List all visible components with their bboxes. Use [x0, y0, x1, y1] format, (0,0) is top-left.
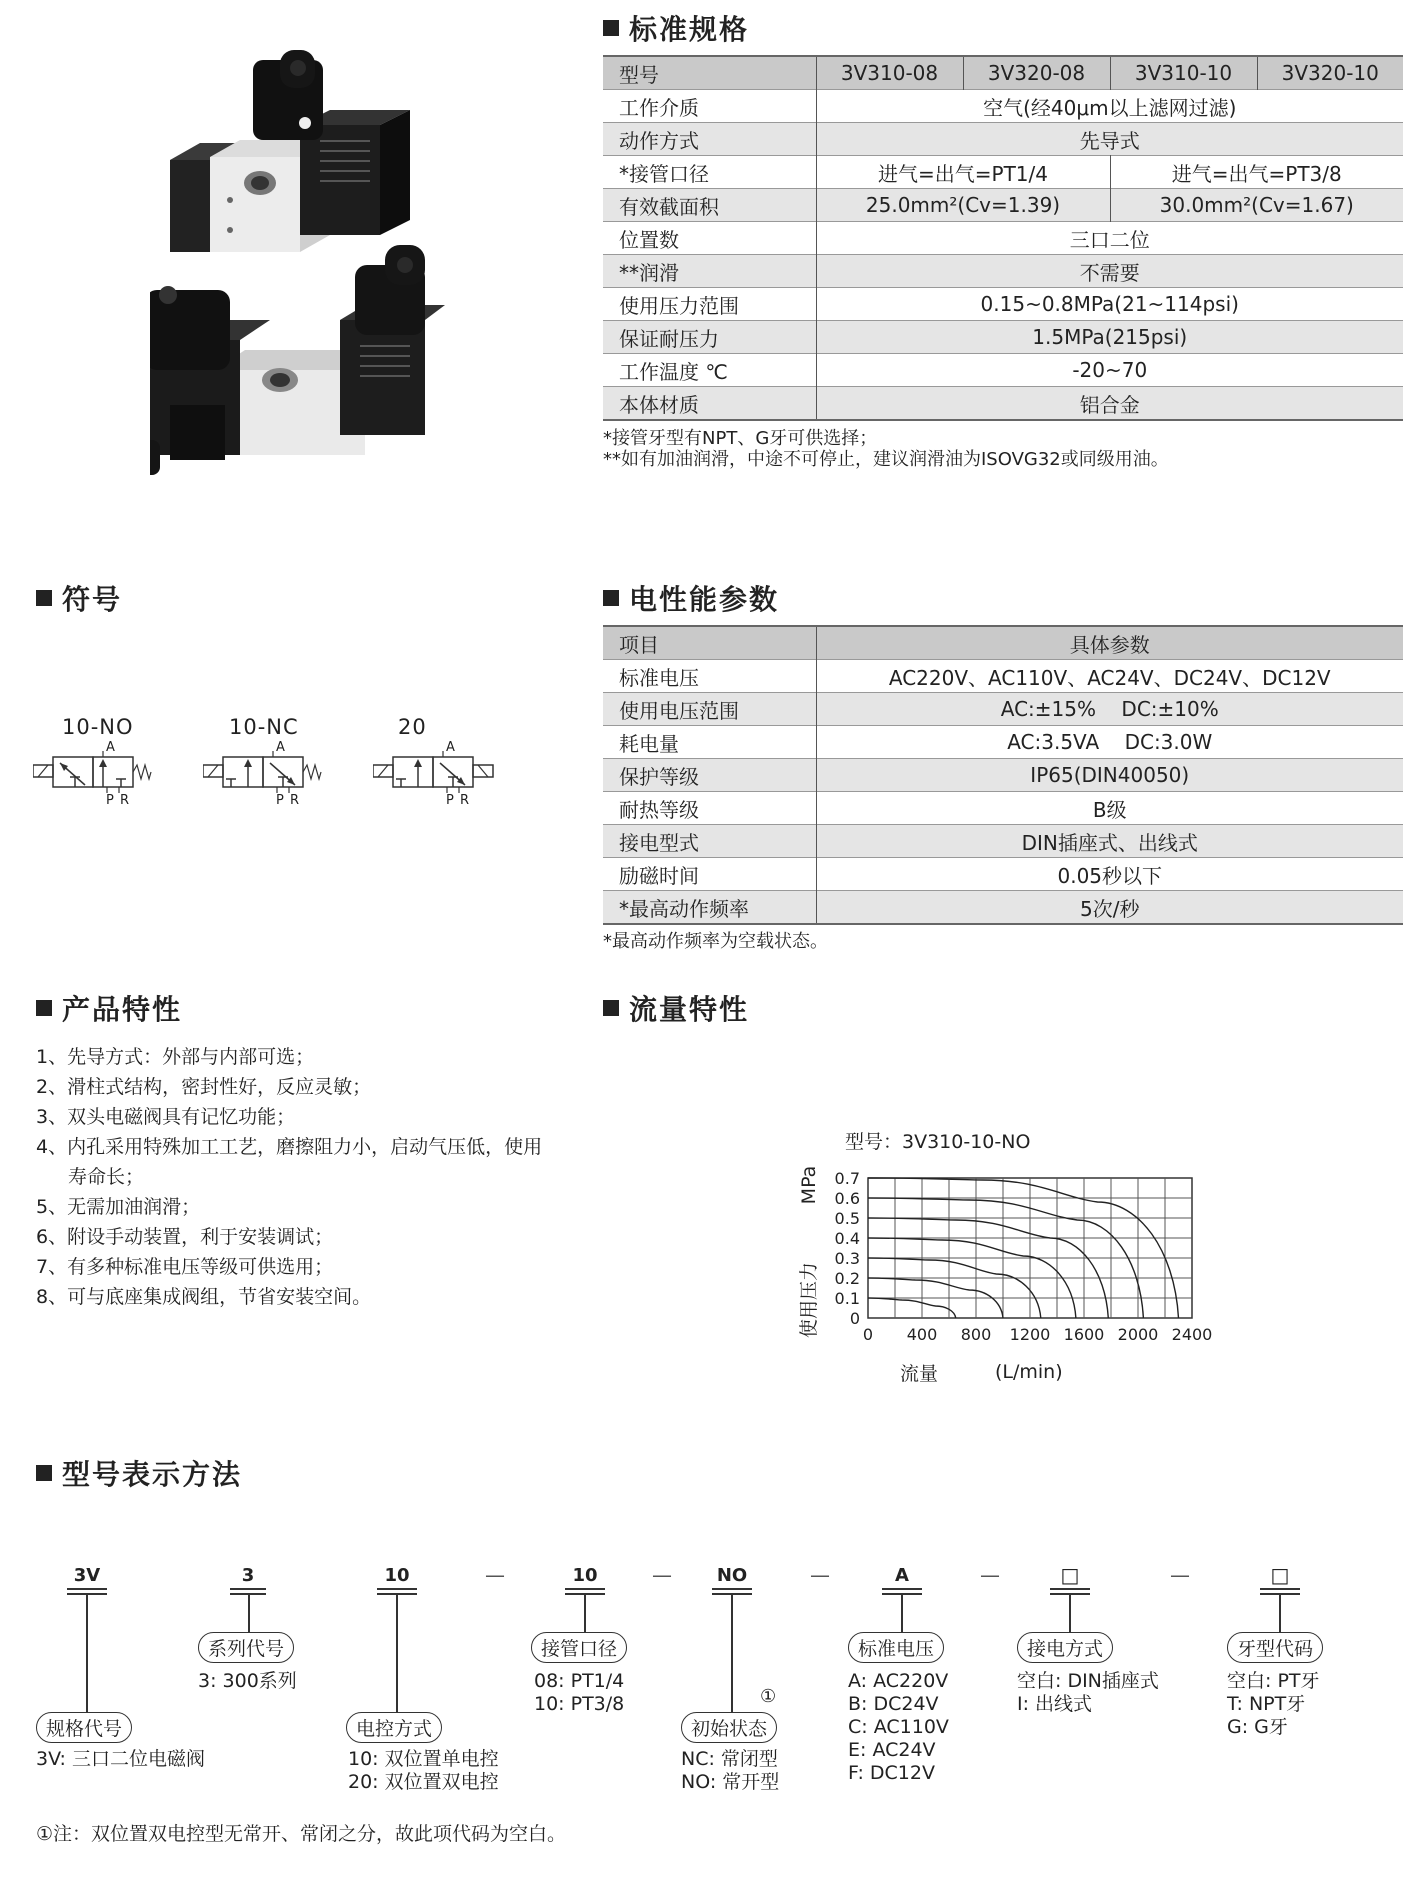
- flow-chart: [790, 1120, 1240, 1395]
- chart-x-tick-label: 400: [906, 1325, 938, 1344]
- symbol-heading: [36, 578, 122, 618]
- double-solenoid-valve-image: [150, 245, 445, 475]
- model-code-voltage: A: [895, 1565, 909, 1586]
- table-row: [603, 858, 1403, 891]
- model-label-thread: 牙型代码: [1227, 1632, 1323, 1663]
- spec-row-label: *接管口径: [603, 156, 816, 189]
- electrical-table: [603, 625, 1403, 925]
- spec-row-label: 本体材质: [603, 387, 816, 421]
- table-row: [603, 189, 1403, 222]
- model-desc-wiring: [1017, 1670, 1159, 1716]
- spec-row-label: 动作方式: [603, 123, 816, 156]
- spec-row-value: 空气(经40μm以上滤网过滤): [983, 95, 1237, 120]
- model-desc-line: C: AC110V: [848, 1716, 949, 1738]
- spec-row-value: 1.5MPa(215psi): [1032, 325, 1188, 349]
- port-label-a: A: [106, 740, 115, 755]
- chart-y-tick-label: 0.2: [834, 1269, 860, 1288]
- list-item: 3、双头电磁阀具有记忆功能；: [36, 1106, 296, 1128]
- model-desc-line: E: AC24V: [848, 1739, 936, 1761]
- chart-series-line: [868, 1298, 956, 1318]
- model-label-voltage: 标准电压: [848, 1632, 944, 1663]
- symbol-20-diagram: [373, 745, 508, 805]
- table-row: [603, 90, 1403, 123]
- symbol-heading-text: 符号: [62, 583, 123, 616]
- list-item: 寿命长；: [68, 1166, 145, 1188]
- chart-y-tick-label: 0.1: [834, 1289, 860, 1308]
- chart-x-tick-label: 2000: [1117, 1325, 1159, 1344]
- spec-row-value: 先导式: [1079, 128, 1140, 153]
- table-row: [603, 288, 1403, 321]
- spec-row-value: -20~70: [1072, 358, 1148, 382]
- model-dash: —: [980, 1563, 1000, 1587]
- symbol-label-20: 20: [398, 715, 427, 739]
- chart-x-tick-label: 800: [960, 1325, 992, 1344]
- model-heading: [36, 1453, 242, 1493]
- features-heading: [36, 988, 182, 1028]
- model-label-series: 系列代号: [198, 1632, 294, 1663]
- chart-x-tick-label: 0: [862, 1325, 874, 1344]
- chart-y-tick-label: 0: [849, 1309, 860, 1328]
- model-desc-line: B: DC24V: [848, 1693, 939, 1715]
- table-row: [603, 222, 1403, 255]
- elec-row-label: *最高动作频率: [603, 891, 816, 925]
- model-dash: —: [1170, 1563, 1190, 1587]
- chart-title: 型号：3V310-10-NO: [845, 1131, 1031, 1153]
- model-desc-line: 20: 双位置双电控: [348, 1771, 499, 1793]
- model-code-port: 10: [572, 1565, 598, 1586]
- spec-row-label: 有效截面积: [603, 189, 816, 222]
- spec-header-cell: 3V310-10: [1110, 56, 1257, 90]
- table-row: [603, 255, 1403, 288]
- symbol-10-no-diagram: [33, 745, 163, 805]
- table-row: [603, 693, 1403, 726]
- model-desc-line: 10: 双位置单电控: [348, 1748, 499, 1770]
- port-label-pr: P R: [446, 793, 470, 808]
- chart-series-line: [868, 1258, 1041, 1318]
- table-row: [603, 660, 1403, 693]
- model-desc-line: 空白: DIN插座式: [1017, 1670, 1159, 1692]
- model-desc-line: F: DC12V: [848, 1762, 935, 1784]
- model-label-wiring: 接电方式: [1017, 1632, 1113, 1663]
- electrical-heading: [603, 578, 779, 618]
- spec-note-line: *接管牙型有NPT、G牙可供选择；: [603, 428, 878, 449]
- flow-heading: [603, 988, 749, 1028]
- elec-row-label: 保护等级: [603, 759, 816, 792]
- chart-x-unit: (L/min): [995, 1361, 1063, 1383]
- elec-note: *最高动作频率为空载状态。: [603, 931, 828, 952]
- model-desc-line: G: G牙: [1227, 1716, 1288, 1738]
- list-item: 5、无需加油润滑；: [36, 1196, 201, 1218]
- model-label-spec: 规格代号: [36, 1712, 132, 1743]
- spec-row-value: 25.0mm²(Cv=1.39): [816, 189, 1110, 222]
- spec-row-value: 铝合金: [1079, 392, 1140, 417]
- elec-row-label: 励磁时间: [603, 858, 816, 891]
- table-row: [603, 726, 1403, 759]
- list-item: 8、可与底座集成阀组，节省安装空间。: [36, 1286, 372, 1308]
- spec-table-header: [603, 56, 1403, 90]
- model-desc-state: [681, 1748, 779, 1794]
- table-row: [603, 759, 1403, 792]
- table-row: [603, 156, 1403, 189]
- model-desc-line: T: NPT牙: [1227, 1693, 1306, 1715]
- list-item: 1、先导方式：外部与内部可选；: [36, 1046, 315, 1068]
- chart-y-tick-label: 0.7: [834, 1169, 860, 1188]
- square-bullet-icon: [36, 590, 52, 606]
- features-heading-text: 产品特性: [62, 993, 183, 1026]
- elec-row-label: 耗电量: [603, 726, 816, 759]
- square-bullet-icon: [603, 590, 619, 606]
- elec-header-cell: 项目: [603, 626, 816, 660]
- spec-row-value: 进气=出气=PT1/4: [816, 156, 1110, 189]
- list-item: 4、内孔采用特殊加工工艺，磨擦阻力小，启动气压低，使用: [36, 1136, 543, 1158]
- elec-row-label: 接电型式: [603, 825, 816, 858]
- model-dash: —: [652, 1563, 672, 1587]
- port-label-a: A: [276, 740, 285, 755]
- spec-notes: [603, 428, 1169, 470]
- elec-row-value: IP65(DIN40050): [1030, 763, 1190, 787]
- model-code-series: 3: [241, 1565, 255, 1586]
- square-bullet-icon: [603, 1000, 619, 1016]
- spec-header-cell: 3V320-10: [1281, 61, 1379, 85]
- table-row: [603, 792, 1403, 825]
- symbol-10-nc-diagram: [203, 745, 333, 805]
- table-row: [603, 321, 1403, 354]
- table-row: [603, 354, 1403, 387]
- model-desc-line: 3: 300系列: [198, 1670, 297, 1692]
- list-item: 2、滑柱式结构，密封性好，反应灵敏；: [36, 1076, 372, 1098]
- elec-row-value: 5次/秒: [1080, 896, 1140, 921]
- spec-header-cell: 型号: [603, 56, 816, 90]
- model-desc-line: I: 出线式: [1017, 1693, 1093, 1715]
- symbol-label-10-nc: 10-NC: [229, 715, 299, 739]
- spec-header-cell: 3V310-08: [816, 56, 963, 90]
- circled-one-mark: ①: [760, 1686, 777, 1707]
- spec-row-value: 0.15~0.8MPa(21~114psi): [980, 292, 1239, 316]
- elec-row-label: 使用电压范围: [603, 693, 816, 726]
- table-row: [603, 825, 1403, 858]
- chart-y-tick-label: 0.5: [834, 1209, 860, 1228]
- spec-row-value: 进气=出气=PT3/8: [1171, 161, 1342, 186]
- spec-row-label: 使用压力范围: [603, 288, 816, 321]
- flow-heading-text: 流量特性: [629, 993, 750, 1026]
- model-code-3v: 3V: [73, 1565, 101, 1586]
- model-desc-line: A: AC220V: [848, 1670, 949, 1692]
- chart-y-tick-label: 0.3: [834, 1249, 860, 1268]
- spec-row-label: 工作温度 ℃: [603, 354, 816, 387]
- electrical-heading-text: 电性能参数: [629, 583, 780, 616]
- spec-heading-text: 标准规格: [629, 13, 750, 46]
- table-row: [603, 891, 1403, 925]
- model-code-thread: □: [1270, 1563, 1290, 1587]
- chart-x-tick-label: 2400: [1171, 1325, 1213, 1344]
- chart-x-ticks: [863, 1325, 1212, 1344]
- table-row: [603, 123, 1403, 156]
- chart-y-ticks: [835, 1169, 860, 1328]
- square-bullet-icon: [36, 1000, 52, 1016]
- spec-note-line: **如有加油润滑，中途不可停止，建议润滑油为ISOVG32或同级用油。: [603, 449, 1169, 470]
- port-label-pr: P R: [276, 793, 300, 808]
- elec-row-label: 标准电压: [603, 660, 816, 693]
- spec-row-value: 30.0mm²(Cv=1.67): [1159, 193, 1354, 217]
- port-label-a: A: [446, 740, 455, 755]
- chart-x-label: 流量: [900, 1363, 939, 1385]
- list-item: 6、附设手动装置，利于安装调试；: [36, 1226, 334, 1248]
- square-bullet-icon: [36, 1465, 52, 1481]
- model-desc-thread: [1227, 1670, 1320, 1739]
- features-list: [36, 1042, 542, 1312]
- model-desc-line: NO: 常开型: [681, 1771, 780, 1793]
- list-item: 7、有多种标准电压等级可供选用；: [36, 1256, 334, 1278]
- single-solenoid-valve-image: [170, 50, 410, 252]
- chart-series: [868, 1178, 1179, 1318]
- chart-x-tick-label: 1600: [1063, 1325, 1105, 1344]
- model-code-wiring: □: [1060, 1563, 1080, 1587]
- model-code-state: NO: [716, 1565, 748, 1586]
- spec-table: [603, 55, 1403, 421]
- elec-row-label: 耐热等级: [603, 792, 816, 825]
- chart-series-line: [868, 1218, 1108, 1318]
- spec-row-label: 工作介质: [603, 90, 816, 123]
- elec-table-header: [603, 626, 1403, 660]
- model-desc-spec: [36, 1748, 205, 1771]
- spec-header-cell: 3V320-08: [963, 56, 1110, 90]
- model-desc-control: [348, 1748, 499, 1794]
- chart-x-tick-label: 1200: [1009, 1325, 1051, 1344]
- model-dash: —: [810, 1563, 830, 1587]
- elec-header-cell: 具体参数: [1069, 632, 1150, 657]
- model-label-control: 电控方式: [346, 1712, 442, 1743]
- elec-row-value: AC:3.5VA DC:3.0W: [1007, 730, 1213, 754]
- model-desc-line: NC: 常闭型: [681, 1748, 778, 1770]
- chart-y-label: 使用压力: [798, 1261, 820, 1339]
- model-heading-text: 型号表示方法: [62, 1458, 243, 1491]
- model-label-state: 初始状态: [681, 1712, 777, 1743]
- spec-heading: [603, 8, 749, 48]
- square-bullet-icon: [603, 20, 619, 36]
- elec-row-value: AC220V、AC110V、AC24V、DC24V、DC12V: [888, 665, 1331, 690]
- spec-row-value: 三口二位: [1069, 227, 1150, 252]
- model-desc-line: 3V: 三口二位电磁阀: [36, 1748, 205, 1770]
- elec-row-value: AC:±15% DC:±10%: [1000, 697, 1219, 721]
- symbol-label-10-no: 10-NO: [62, 715, 134, 739]
- model-desc-voltage: [848, 1670, 949, 1785]
- spec-row-value: 不需要: [1079, 260, 1140, 285]
- model-dash: —: [485, 1563, 505, 1587]
- table-row: [603, 387, 1403, 421]
- model-footnote: ①注：双位置双电控型无常开、常闭之分，故此项代码为空白。: [36, 1823, 567, 1845]
- spec-row-label: **润滑: [603, 255, 816, 288]
- model-desc-line: 10: PT3/8: [534, 1693, 625, 1715]
- chart-y-tick-label: 0.6: [834, 1189, 860, 1208]
- elec-row-value: B级: [1092, 797, 1127, 822]
- elec-row-value: DIN插座式、出线式: [1021, 830, 1198, 855]
- model-desc-line: 08: PT1/4: [534, 1670, 625, 1692]
- elec-row-value: 0.05秒以下: [1057, 863, 1163, 888]
- chart-y-unit: MPa: [798, 1165, 820, 1205]
- model-desc-port: [534, 1670, 624, 1716]
- port-label-pr: P R: [106, 793, 130, 808]
- chart-y-tick-label: 0.4: [834, 1229, 860, 1248]
- spec-row-label: 保证耐压力: [603, 321, 816, 354]
- model-code-control: 10: [384, 1565, 410, 1586]
- valve-product-images: [150, 25, 450, 495]
- model-label-port: 接管口径: [531, 1632, 627, 1663]
- model-desc-series: [198, 1670, 297, 1693]
- spec-row-label: 位置数: [603, 222, 816, 255]
- model-desc-line: 空白: PT牙: [1227, 1670, 1320, 1692]
